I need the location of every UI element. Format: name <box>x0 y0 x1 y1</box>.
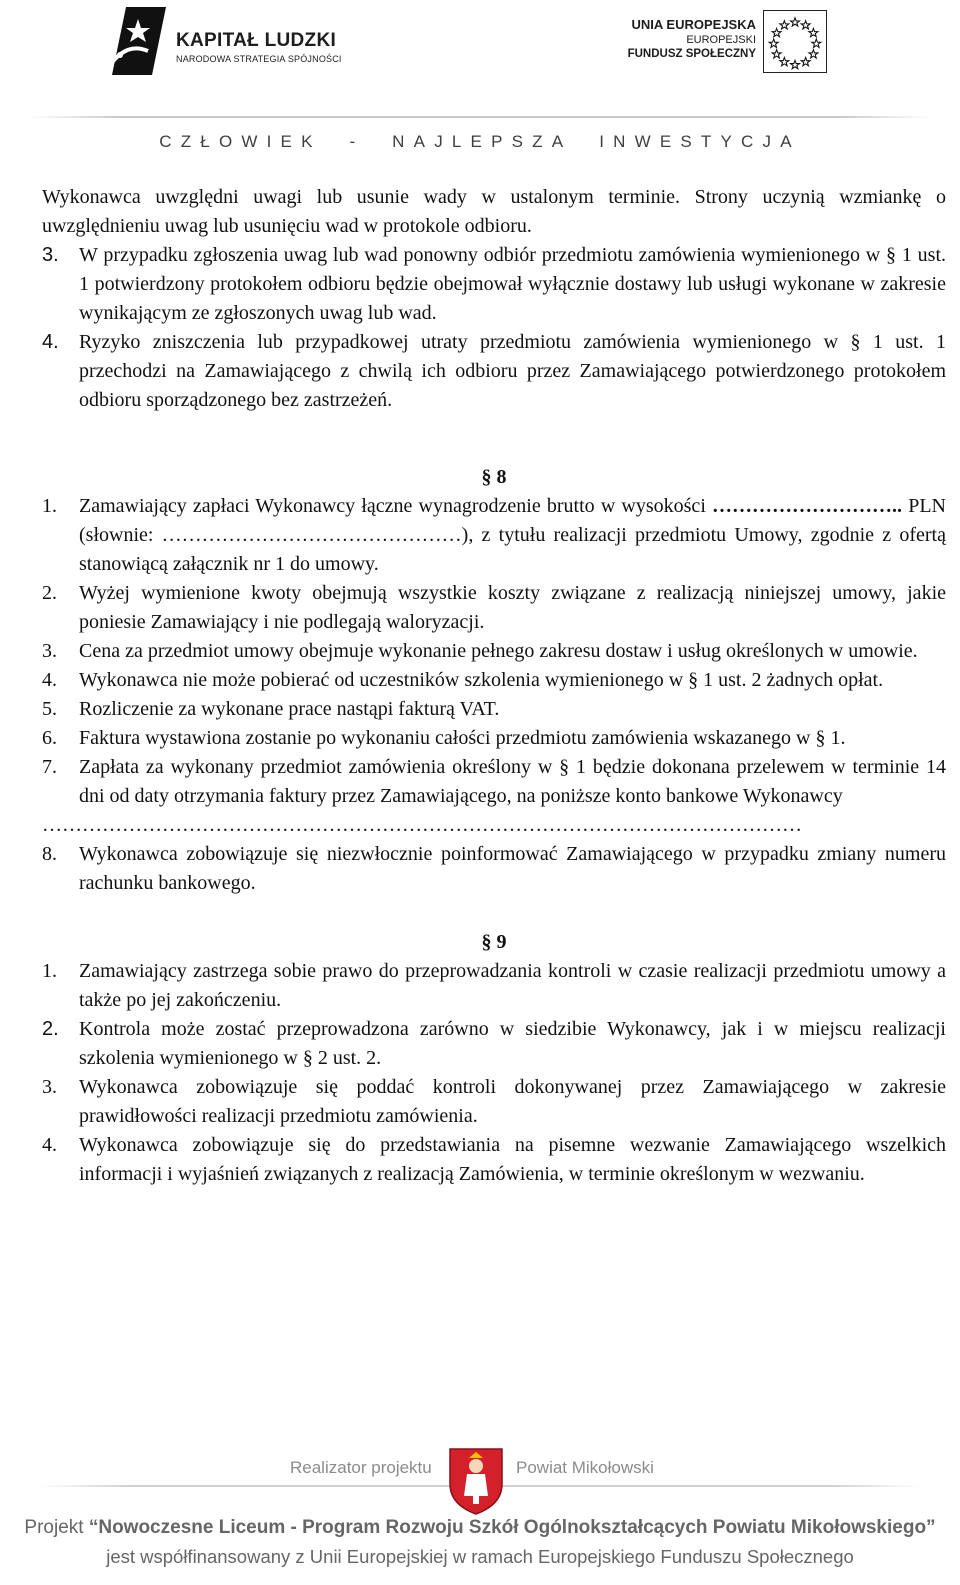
eu-line-3: FUNDUSZ SPOŁECZNY <box>627 48 756 60</box>
list-item <box>42 1073 946 1131</box>
powiat-crest-icon <box>447 1446 505 1516</box>
list-text <box>79 492 946 579</box>
project-name-line <box>0 1517 960 1539</box>
list-item <box>42 724 946 753</box>
eu-line-2: EUROPEJSKI <box>686 34 756 46</box>
list-item <box>42 328 946 415</box>
realizator-label: Realizator projektu <box>290 1458 432 1477</box>
amount-placeholder: ……………………….. <box>712 495 903 517</box>
document-body <box>42 183 946 1189</box>
list-item <box>42 1015 946 1073</box>
header-divider <box>30 116 930 118</box>
list-text: Faktura wystawiona zostanie po wykonaniu całości przedmiotu zamówienia wskazanego w § 1. <box>79 727 846 749</box>
list-text: Ryzyko zniszczenia lub przypadkowej utraty przedmiotu zamówienia wymienionego w § 1 ust. 1 przechodzi na Zamawiającego z chwilą ich odbioru przez Zamawiającego potwierdzonego protokołem odbioru sporządzonego bez zastrzeżeń. <box>79 331 946 411</box>
section-9-heading: § 9 <box>481 931 507 953</box>
list-number: 3. <box>42 244 59 266</box>
list-item <box>42 579 946 637</box>
list-item <box>42 753 946 811</box>
list-number: 6. <box>42 727 57 749</box>
list-number: 3. <box>42 1076 57 1098</box>
cofinancing-line: jest współfinansowany z Unii Europejskiej w ramach Europejskiego Funduszu Społecznego <box>106 1546 854 1567</box>
list-text: Wykonawca nie może pobierać od uczestników szkolenia wymienionego w § 1 ust. 2 żadnych opłat. <box>79 669 884 691</box>
section-8-heading: § 8 <box>481 466 507 488</box>
list-number: 5. <box>42 698 57 720</box>
list-text: Wykonawca zobowiązuje się do przedstawiania na pisemne wezwanie Zamawiającego wszelkich informacji i wyjaśnień związanych z realizacją Zamówienia, w terminie określonym w wezwaniu. <box>79 1134 946 1185</box>
list-text: Kontrola może zostać przeprowadzona zarówno w siedzibie Wykonawcy, jak i w miejscu realizacji szkolenia wymienionego w § 2 ust. 2. <box>79 1018 946 1069</box>
project-prefix: Projekt <box>24 1517 89 1538</box>
project-name: “Nowoczesne Liceum - Program Rozwoju Szkół Ogólnokształcących Powiatu Mikołowskiego” <box>88 1517 936 1538</box>
remuneration-text-rest: PLN (słownie: ………………………………………), z tytułu realizacji przedmiotu Umowy, zgodnie z ofertą stanowiącą załącznik nr 1 do umowy. <box>79 495 946 575</box>
list-number: 8. <box>42 843 57 865</box>
list-number: 2. <box>42 1018 59 1040</box>
kapital-ludzki-subtitle: NARODOWA STRATEGIA SPÓJNOŚCI <box>176 54 342 64</box>
list-item <box>42 957 946 1015</box>
page-header <box>0 0 960 170</box>
list-text: Zapłata za wykonany przedmiot zamówienia określony w § 1 będzie dokonana przelewem w terminie 14 dni od daty otrzymania faktury przez Zamawiającego, na poniższe konto bankowe Wykonawcy <box>79 756 946 807</box>
list-text: Rozliczenie za wykonane prace nastąpi fakturą VAT. <box>79 698 500 720</box>
powiat-label: Powiat Mikołowski <box>516 1458 654 1477</box>
header-motto: CZŁOWIEK - NAJLEPSZA INWESTYCJA <box>159 132 801 151</box>
list-item <box>42 666 946 695</box>
list-text: Cena za przedmiot umowy obejmuje wykonanie pełnego zakresu dostaw i usług określonych w umowie. <box>79 640 918 662</box>
list-number: 4. <box>42 331 59 353</box>
list-text: Zamawiający zastrzega sobie prawo do przeprowadzania kontroli w czasie realizacji przedmiotu umowy a także po jej zakończeniu. <box>79 960 946 1011</box>
bank-account-placeholder: …………………………………………………………………………………………………… <box>42 814 802 836</box>
eu-flag-icon <box>763 10 827 73</box>
kapital-ludzki-title: KAPITAŁ LUDZKI <box>176 30 337 51</box>
list-text: Wykonawca zobowiązuje się niezwłocznie poinformować Zamawiającego w przypadku zmiany numeru rachunku bankowego. <box>79 843 946 894</box>
list-number: 4. <box>42 1134 57 1156</box>
list-number: 4. <box>42 669 57 691</box>
list-item <box>42 695 946 724</box>
list-number: 3. <box>42 640 57 662</box>
list-item <box>42 241 946 328</box>
list-text: Wyżej wymienione kwoty obejmują wszystkie koszty związane z realizacją niniejszej umowy, jakie poniesie Zamawiający i nie podlegają waloryzacji. <box>79 582 946 633</box>
list-item <box>42 840 946 898</box>
intro-paragraph: Wykonawca uwzględni uwagi lub usunie wady w ustalonym terminie. Strony uczynią wzmiankę o uwzględnieniu uwag lub usunięciu wad w protokole odbioru. <box>42 186 946 237</box>
list-number: 7. <box>42 756 57 778</box>
list-item <box>42 637 946 666</box>
kapital-ludzki-logo-icon <box>108 5 168 77</box>
eu-text-block <box>580 17 756 62</box>
eu-line-1: UNIA EUROPEJSKA <box>631 17 756 32</box>
list-text: W przypadku zgłoszenia uwag lub wad ponowny odbiór przedmiotu zamówienia wymienionego w § 1 ust. 1 potwierdzony protokołem odbioru będzie obejmował wyłącznie dostawy lub usługi wykonane w zakresie wynikającym ze zgłoszonych uwag lub wad. <box>79 244 946 324</box>
list-number: 2. <box>42 582 57 604</box>
remuneration-text: Zamawiający zapłaci Wykonawcy łączne wynagrodzenie brutto w wysokości <box>79 495 706 517</box>
list-number: 1. <box>42 960 57 982</box>
list-number: 1. <box>42 495 57 517</box>
list-item <box>42 492 946 579</box>
list-item <box>42 1131 946 1189</box>
list-text: Wykonawca zobowiązuje się poddać kontroli dokonywanej przez Zamawiającego w zakresie prawidłowości realizacji przedmiotu zamówienia. <box>79 1076 946 1127</box>
